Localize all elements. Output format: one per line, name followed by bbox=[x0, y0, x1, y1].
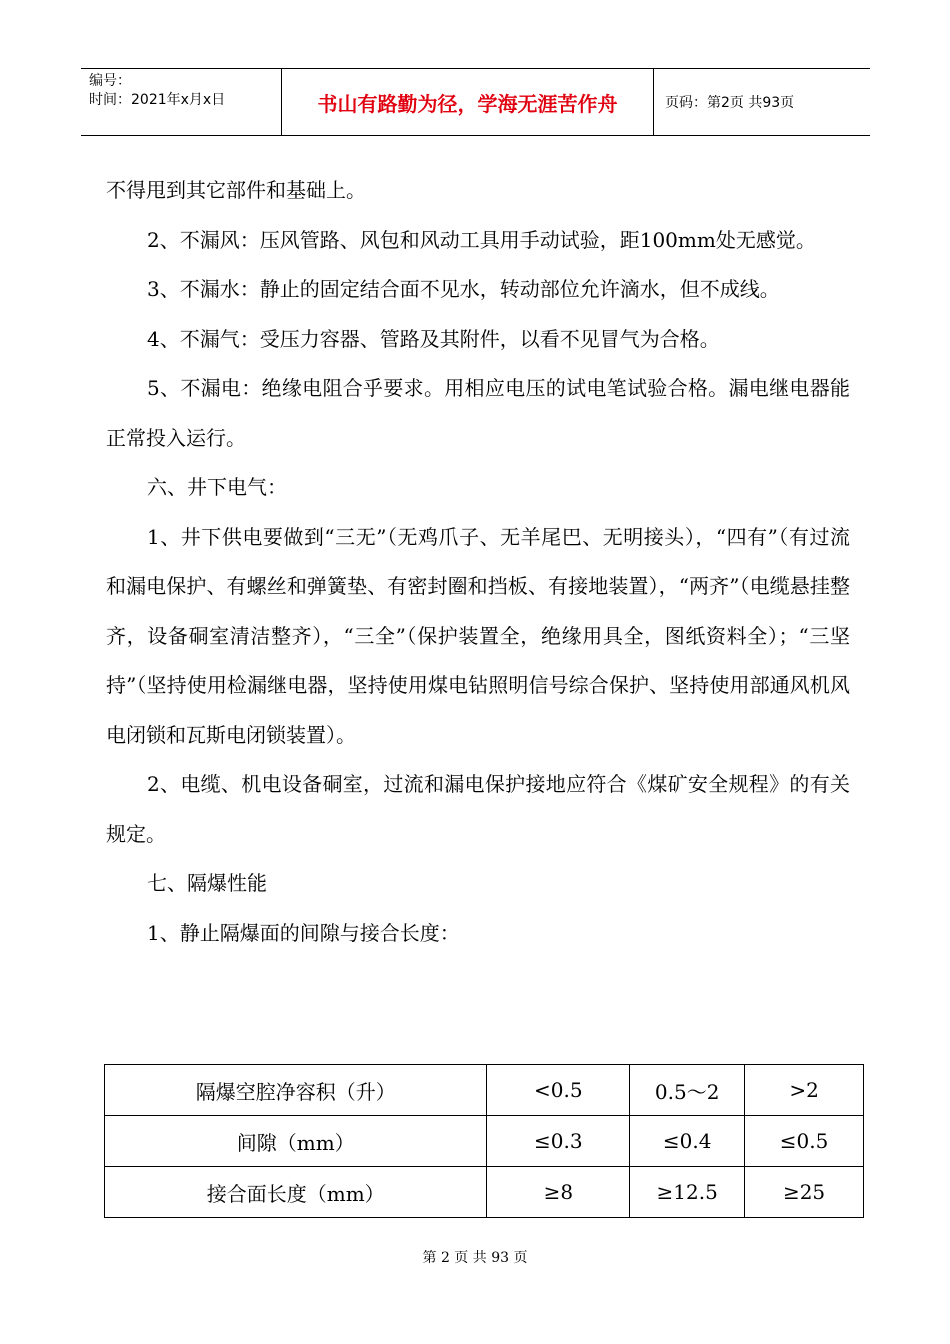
header-meta bbox=[81, 69, 282, 135]
table-cell: >2 bbox=[745, 1065, 864, 1116]
table-cell: <0.5 bbox=[487, 1065, 630, 1116]
table-cell: 0.5～2 bbox=[630, 1065, 745, 1116]
table-cell: ≥12.5 bbox=[630, 1167, 745, 1218]
table-row bbox=[105, 1116, 864, 1167]
table-cell: ≤0.4 bbox=[630, 1116, 745, 1167]
table-cell: ≤0.5 bbox=[745, 1116, 864, 1167]
paragraph: 3、不漏水：静止的固定结合面不见水，转动部位允许滴水，但不成线。 bbox=[147, 277, 780, 301]
table-cell: ≥25 bbox=[745, 1167, 864, 1218]
table-row bbox=[105, 1065, 864, 1116]
table-cell: ≤0.3 bbox=[487, 1116, 630, 1167]
table-cell: 间隙（mm） bbox=[105, 1116, 487, 1167]
paragraph: 5、不漏电：绝缘电阻合乎要求。用相应电压的试电笔试验合格。漏电继电器能正常投入运行。 bbox=[106, 376, 850, 450]
paragraph: 4、不漏气：受压力容器、管路及其附件，以看不见冒气为合格。 bbox=[147, 326, 720, 351]
table-row bbox=[105, 1167, 864, 1218]
document-number-label: 编号： bbox=[89, 73, 131, 89]
paragraph: 2、电缆、机电设备硐室，过流和漏电保护接地应符合《煤矿安全规程》的有关规定。 bbox=[106, 772, 850, 846]
page-footer: 第 2 页 共 93 页 bbox=[422, 1250, 528, 1266]
page-header bbox=[81, 68, 870, 136]
section-heading: 七、隔爆性能 bbox=[147, 871, 267, 895]
table-cell: 隔爆空腔净容积（升） bbox=[105, 1065, 487, 1116]
header-page-info: 页码：第2页 共93页 bbox=[665, 95, 795, 111]
paragraph: 1、静止隔爆面的间隙与接合长度： bbox=[147, 920, 460, 945]
explosion-gap-table bbox=[104, 1064, 864, 1218]
document-time-label: 时间：2021年x月x日 bbox=[89, 92, 226, 108]
document-body bbox=[106, 166, 850, 958]
section-heading: 六、井下电气： bbox=[147, 475, 287, 499]
header-motto: 书山有路勤为径，学海无涯苦作舟 bbox=[282, 69, 654, 135]
table-cell: 接合面长度（mm） bbox=[105, 1167, 487, 1218]
table-cell: ≥8 bbox=[487, 1167, 630, 1218]
paragraph: 不得甩到其它部件和基础上。 bbox=[106, 178, 366, 202]
paragraph: 1、井下供电要做到“三无”（无鸡爪子、无羊尾巴、无明接头），“四有”（有过流和漏电保护、有螺丝和弹簧垫、有密封圈和挡板、有接地装置），“两齐”（电缆悬挂整齐，设备硐室清洁整齐），“三全”（保护装置全，绝缘用具全，图纸资料全）；“三坚持”（坚持使用检漏继电器，坚持使用煤电钻照明信号综合保护、坚持使用部通风机风电闭锁和瓦斯电闭锁装置）。 bbox=[106, 524, 850, 747]
paragraph: 2、不漏风：压风管路、风包和风动工具用手动试验，距100mm处无感觉。 bbox=[147, 227, 816, 252]
